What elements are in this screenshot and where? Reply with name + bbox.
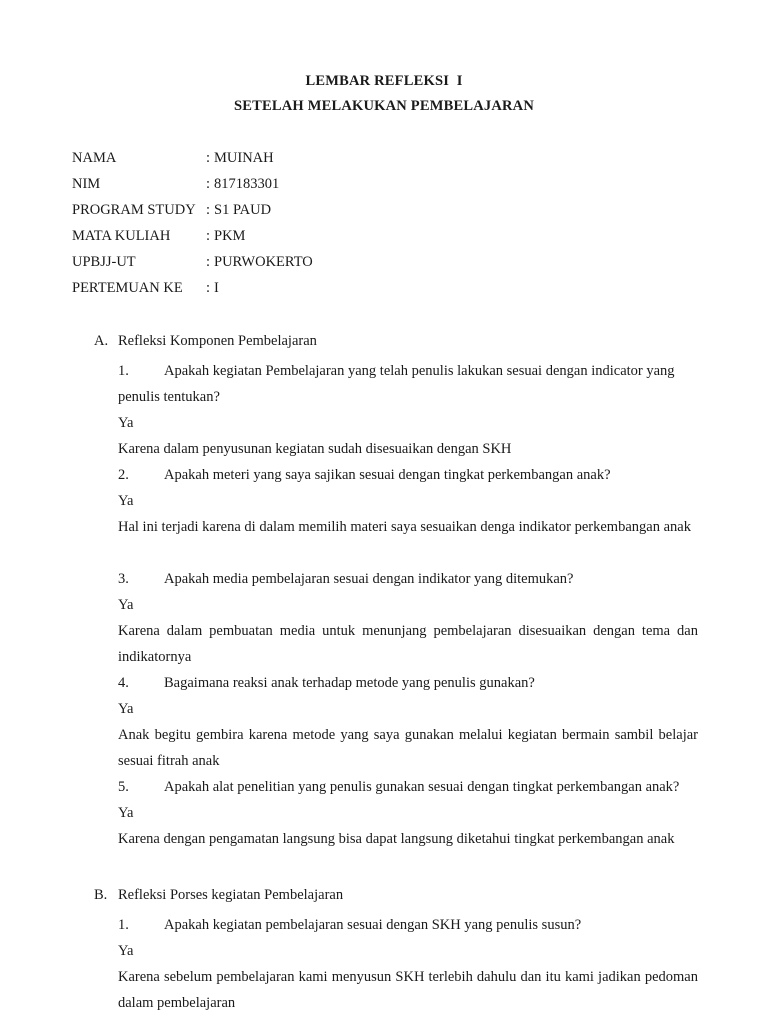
explanation: Anak begitu gembira karena metode yang saya gunakan melalui kegiatan bermain sambil belajar sesuai fitrah anak	[118, 727, 698, 769]
question-line	[118, 774, 698, 800]
identity-value: PKM	[214, 228, 246, 244]
question-text-continued: penulis tentukan?	[118, 389, 220, 405]
answer: Ya	[118, 805, 134, 821]
identity-label: UPBJJ-UT	[72, 254, 136, 270]
answer: Ya	[118, 597, 134, 613]
answer: Ya	[118, 943, 134, 959]
answer: Ya	[118, 415, 134, 431]
identity-separator: :	[206, 202, 211, 218]
identity-value: 817183301	[214, 176, 280, 192]
section-letter: B.	[94, 887, 108, 903]
identity-separator: :	[206, 280, 211, 296]
explanation: Hal ini terjadi karena di dalam memilih materi saya sesuaikan denga indikator perkembangan anak	[118, 519, 691, 535]
explanation: Karena dengan pengamatan langsung bisa dapat langsung diketahui tingkat perkembangan anak	[118, 831, 675, 847]
identity-label: PERTEMUAN KE	[72, 280, 183, 296]
question-text: Apakah media pembelajaran sesuai dengan indikator yang ditemukan?	[164, 571, 574, 587]
question-text: Apakah alat penelitian yang penulis gunakan sesuai dengan tingkat perkembangan anak?	[164, 779, 680, 795]
question-number: 1.	[118, 363, 129, 379]
question-line	[118, 566, 698, 592]
question-text: Apakah meteri yang saya sajikan sesuai dengan tingkat perkembangan anak?	[164, 467, 611, 483]
question-line	[118, 670, 698, 696]
section-heading	[94, 332, 698, 358]
question-line	[118, 912, 698, 938]
question-line	[118, 462, 698, 488]
identity-row-program-study	[72, 201, 313, 227]
identity-row-nama	[72, 149, 313, 175]
section-title: Refleksi Komponen Pembelajaran	[118, 333, 317, 349]
answer: Ya	[118, 493, 134, 509]
identity-row-pertemuan-ke	[72, 279, 313, 305]
question-number: 3.	[118, 571, 129, 587]
identity-row-mata-kuliah	[72, 227, 313, 253]
question-number: 2.	[118, 467, 129, 483]
identity-separator: :	[206, 176, 211, 192]
document-subtitle: SETELAH MELAKUKAN PEMBELAJARAN	[233, 98, 535, 114]
section-letter: A.	[94, 333, 109, 349]
explanation: Karena dalam penyusunan kegiatan sudah disesuaikan dengan SKH	[118, 441, 512, 457]
identity-separator: :	[206, 228, 211, 244]
question-number: 5.	[118, 779, 129, 795]
identity-label: NIM	[72, 176, 101, 192]
section-a	[94, 332, 698, 852]
explanation: Karena dalam pembuatan media untuk menunjang pembelajaran disesuaikan dengan tema dan indikatornya	[118, 623, 698, 665]
identity-row-nim	[72, 175, 313, 201]
identity-row-upbjj-ut	[72, 253, 313, 279]
identity-label: NAMA	[72, 150, 117, 166]
question-line	[118, 358, 698, 384]
identity-value: S1 PAUD	[214, 202, 272, 218]
identity-separator: :	[206, 254, 211, 270]
identity-table	[72, 149, 313, 305]
explanation: Karena sebelum pembelajaran kami menyusun SKH terlebih dahulu dan itu kami jadikan pedoman dalam pembelajaran	[118, 969, 698, 1011]
question-number: 4.	[118, 675, 129, 691]
identity-value: I	[214, 280, 219, 296]
section-title: Refleksi Porses kegiatan Pembelajaran	[118, 887, 344, 903]
question-text: Apakah kegiatan pembelajaran sesuai dengan SKH yang penulis susun?	[164, 917, 582, 933]
question-text: Apakah kegiatan Pembelajaran yang telah penulis lakukan sesuai dengan indicator yang	[164, 363, 675, 379]
identity-separator: :	[206, 150, 211, 166]
section-heading	[94, 886, 698, 912]
answer: Ya	[118, 701, 134, 717]
question-number: 1.	[118, 917, 129, 933]
identity-value: MUINAH	[214, 150, 274, 166]
section-b	[94, 886, 698, 1016]
identity-label: MATA KULIAH	[72, 228, 171, 244]
identity-label: PROGRAM STUDY	[72, 202, 196, 218]
identity-value: PURWOKERTO	[214, 254, 313, 270]
document-title: LEMBAR REFLEKSI I	[305, 73, 463, 89]
question-text: Bagaimana reaksi anak terhadap metode yang penulis gunakan?	[164, 675, 535, 691]
